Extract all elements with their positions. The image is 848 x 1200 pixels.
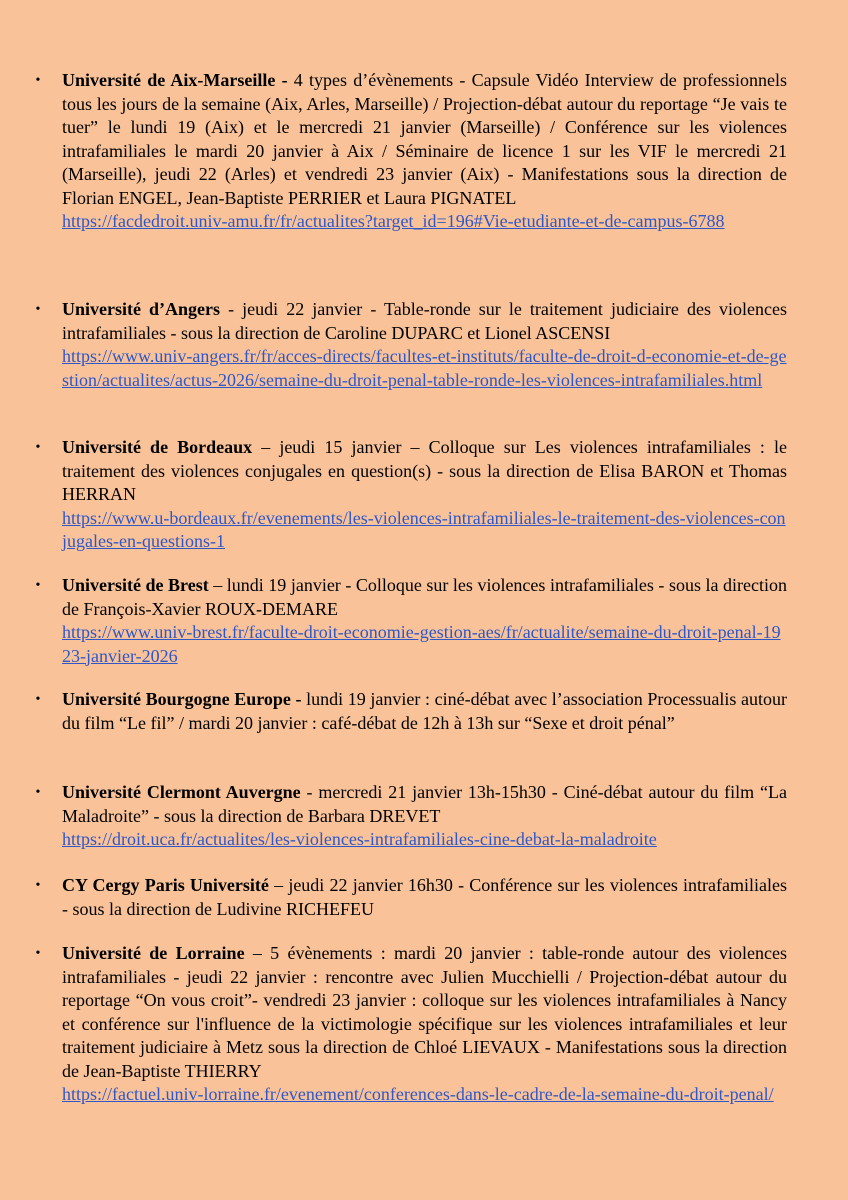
bullet: • (35, 878, 41, 893)
bullet: • (35, 785, 41, 800)
event-link[interactable]: https://www.univ-brest.fr/faculte-droit-economie-gestion-aes/fr/actualite/semaine-du-droit-penal-1923-janvier-2026 (62, 622, 781, 666)
university-name: Université Clermont Auvergne (62, 782, 301, 802)
event-description: – jeudi 15 janvier – Colloque sur Les violences intrafamiliales : le traitement des violences conjugales en question(s) - sous la direction de Elisa BARON et Thomas HERRAN (62, 437, 788, 504)
university-name: Université de Lorraine (62, 943, 245, 963)
event-description: - mercredi 21 janvier 13h-15h30 - Ciné-débat autour du film “La Maladroite” - sous la direction de Barbara DREVET (62, 782, 788, 826)
event-link[interactable]: https://factuel.univ-lorraine.fr/evenement/conferences-dans-le-cadre-de-la-semaine-du-droit-penal/ (62, 1084, 774, 1104)
list-item-aix-marseille (35, 69, 787, 234)
university-name: Université d’Angers (62, 299, 221, 319)
event-link[interactable]: https://www.univ-angers.fr/fr/acces-directs/facultes-et-instituts/faculte-de-droit-d-economie-et-de-gestion/actualites/actus-2026/semaine-du-droit-penal-table-ronde-les-violences-intrafamiliales.html (62, 346, 787, 390)
university-name: Université de Brest (62, 575, 209, 595)
list-item-clermont-auvergne (35, 781, 788, 852)
university-name: CY Cergy Paris Université (62, 875, 269, 895)
bullet: • (35, 73, 41, 88)
bullet: • (35, 578, 41, 593)
event-description: – lundi 19 janvier - Colloque sur les violences intrafamiliales - sous la direction de François-Xavier ROUX-DEMARE (62, 575, 787, 619)
event-description: - jeudi 22 janvier - Table-ronde sur le traitement judiciaire des violences intrafamiliales - sous la direction de Caroline DUPARC et Lionel ASCENSI (62, 299, 787, 343)
list-item-bordeaux (35, 436, 788, 554)
event-link[interactable]: https://droit.uca.fr/actualites/les-violences-intrafamiliales-cine-debat-la-maladroite (62, 829, 657, 849)
university-name: Université Bourgogne Europe - (62, 689, 302, 709)
event-link[interactable]: https://www.u-bordeaux.fr/evenements/les-violences-intrafamiliales-le-traitement-des-violences-conjugales-en-questions-1 (62, 507, 786, 551)
list-item-cy-cergy-paris (35, 874, 788, 921)
bullet: • (35, 946, 41, 961)
list-item-bourgogne-europe (35, 688, 787, 735)
event-description: – 5 évènements : mardi 20 janvier : table-ronde autour des violences intrafamiliales - jeudi 22 janvier : rencontre avec Julien Mucchielli / Projection-débat autour du reportage “On vous croit”- vendredi 23 janvier : colloque sur les violences intrafamiliales à Nancy et conférence sur l'influence de la victimologie spécifique sur les violences intrafamiliales et leur traitement judiciaire à Metz sous la direction de Chloé LIEVAUX - Manifestations sous la direction de Jean-Baptiste THIERRY (62, 943, 787, 1081)
list-item-lorraine (35, 942, 787, 1107)
event-link[interactable]: https://facdedroit.univ-amu.fr/fr/actualites?target_id=196#Vie-etudiante-et-de-campus-6788 (62, 211, 725, 231)
event-description: 4 types d’évènements - Capsule Vidéo Interview de professionnels tous les jours de la semaine (Aix, Arles, Marseille) / Projection-débat autour du reportage “Je vais te tuer” le lundi 19 (Aix) et le mercredi 21 janvier (Marseille) / Conférence sur les violences intrafamiliales le mardi 20 janvier à Aix / Séminaire de licence 1 sur les VIF le mercredi 21 (Marseille), jeudi 22 (Arles) et vendredi 23 janvier (Aix) - Manifestations sous la direction de Florian ENGEL, Jean-Baptiste PERRIER et Laura PIGNATEL (62, 70, 787, 208)
university-name: Université de Aix-Marseille - (62, 70, 288, 90)
bullet: • (35, 440, 41, 455)
event-description: – jeudi 22 janvier 16h30 - Conférence sur les violences intrafamiliales - sous la direction de Ludivine RICHEFEU (62, 875, 788, 919)
university-name: Université de Bordeaux (62, 437, 253, 457)
list-item-angers (35, 298, 787, 392)
bullet: • (35, 692, 41, 707)
bullet: • (35, 302, 41, 317)
list-item-brest (35, 574, 787, 668)
event-description: lundi 19 janvier : ciné-débat avec l’association Processualis autour du film “Le fil” / mardi 20 janvier : café-débat de 12h à 13h sur “Sexe et droit pénal” (62, 689, 787, 733)
